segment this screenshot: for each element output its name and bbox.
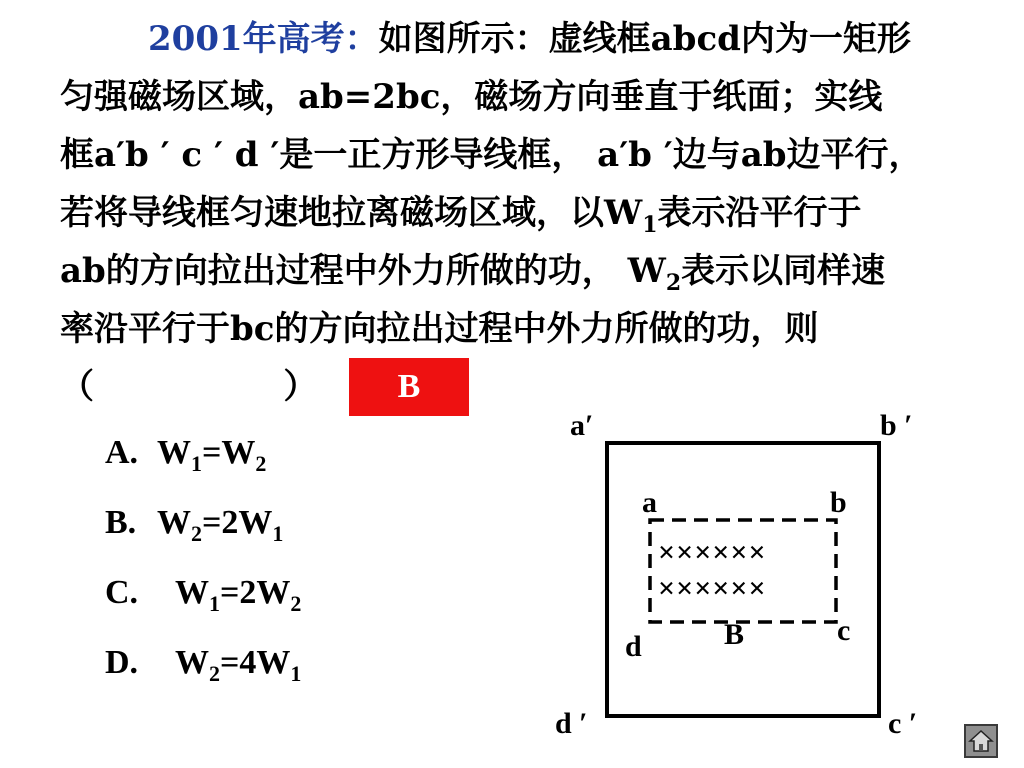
label-a-prime: a′	[570, 409, 594, 442]
label-c-prime: c ′	[888, 707, 918, 740]
answer-reveal-box[interactable]: B	[349, 358, 469, 416]
problem-line-4: 若将导线框匀速地拉离磁场区域，以$W_1$表示沿平行于	[60, 193, 862, 238]
label-b-prime: b ′	[880, 409, 913, 442]
problem-line-3: 框a′b ′ c ′ d ′是一正方形导线框， a′b ′边与ab边平行，	[60, 135, 923, 175]
label-b: b	[830, 486, 847, 519]
problem-text	[60, 10, 1010, 416]
answer-blank: （ ）	[60, 367, 318, 407]
option-d[interactable]: D. $W_2=4W_1$	[105, 644, 302, 686]
option-b[interactable]: B. $W_2=2W_1$	[105, 504, 284, 546]
option-a[interactable]: A. $W_1=W_2$	[105, 434, 267, 476]
problem-line-5: ab的方向拉出过程中外力所做的功， $W_2$表示以同样速	[60, 251, 886, 296]
problem-line-2: 匀强磁场区域，ab=2bc，磁场方向垂直于纸面；实线	[60, 77, 883, 117]
home-icon	[966, 726, 996, 756]
magnetic-field-diagram	[540, 400, 960, 745]
label-c: c	[837, 614, 851, 647]
label-d-prime: d ′	[555, 707, 588, 740]
label-field-b: B	[724, 618, 745, 651]
field-cross-row-2: ××××××	[658, 572, 767, 605]
answer-options	[105, 434, 301, 714]
field-cross-row-1: ××××××	[658, 536, 767, 569]
problem-line-6: 率沿平行于bc的方向拉出过程中外力所做的功，则	[60, 309, 819, 349]
source-label: 2001年高考：	[148, 19, 379, 59]
label-d: d	[625, 630, 642, 663]
label-a: a	[642, 486, 657, 519]
problem-line-1: 2001年高考：如图所示：虚线框abcd内为一矩形	[148, 19, 911, 59]
option-c[interactable]: C. $W_1=2W_2$	[105, 574, 302, 616]
home-button[interactable]	[964, 724, 998, 758]
